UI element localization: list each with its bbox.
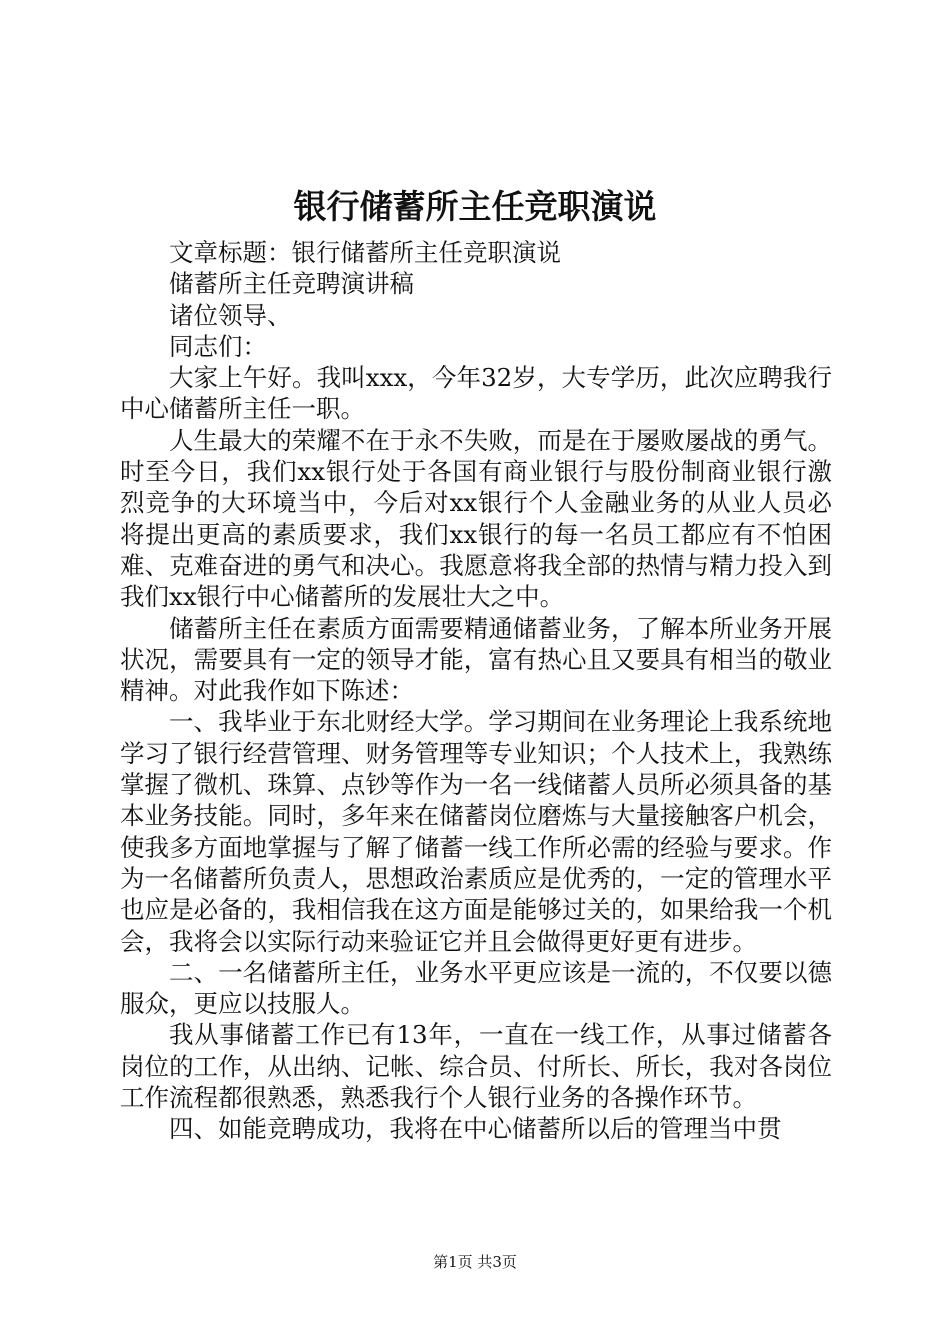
paragraph-experience: 我从事储蓄工作已有13年，一直在一线工作，从事过储蓄各岗位的工作，从出纳、记帐、综合员、付所长、所长，我对各岗位工作流程都很熟悉，熟悉我行个人银行业务的各操作环节。 (120, 1020, 832, 1113)
document-title: 银行储蓄所主任竞职演说 (293, 187, 657, 226)
paragraph-point-one: 一、我毕业于东北财经大学。学习期间在业务理论上我系统地学习了银行经营管理、财务管理等专业知识；个人技术上，我熟练掌握了微机、珠算、点钞等作为一名一线储蓄人员所必须具备的基本业务技能。同时，多年来在储蓄岗位磨炼与大量接触客户机会，使我多方面地掌握与了解了储蓄一线工作所必需的经验与要求。作为一名储蓄所负责人，思想政治素质应是优秀的，一定的管理水平也应是必备的，我相信我在这方面是能够过关的，如果给我一个机会，我将会以实际行动来验证它并且会做得更好更有进步。 (120, 707, 832, 956)
page-footer: 第1页 共3页 (433, 1253, 517, 1271)
subtitle-line: 储蓄所主任竞聘演讲稿 (169, 269, 414, 299)
salutation-line-2: 同志们： (169, 331, 267, 361)
paragraph-intro: 大家上午好。我叫xxx，今年32岁，大专学历，此次应聘我行中心储蓄所主任一职。 (120, 363, 832, 424)
article-title-line: 文章标题：银行储蓄所主任竞职演说 (169, 238, 561, 267)
document-body (120, 237, 832, 1145)
salutation-line-1: 诸位领导、 (169, 300, 292, 330)
paragraph-requirements: 储蓄所主任在素质方面需要精通储蓄业务，了解本所业务开展状况，需要具有一定的领导才能，富有热心且又要具有相当的敬业精神。对此我作如下陈述： (120, 613, 832, 706)
paragraph-motivation: 人生最大的荣耀不在于永不失败，而是在于屡败屡战的勇气。时至今日，我们xx银行处于各国有商业银行与股份制商业银行激烈竞争的大环境当中，今后对xx银行个人金融业务的从业人员必将提出更高的素质要求，我们xx银行的每一名员工都应有不怕困难、克难奋进的勇气和决心。我愿意将我全部的热情与精力投入到我们xx银行中心储蓄所的发展壮大之中。 (120, 425, 832, 612)
paragraph-point-two: 二、一名储蓄所主任，业务水平更应该是一流的，不仅要以德服众，更应以技服人。 (120, 957, 832, 1019)
paragraph-point-four: 四、如能竞聘成功，我将在中心储蓄所以后的管理当中贯 (169, 1114, 782, 1144)
